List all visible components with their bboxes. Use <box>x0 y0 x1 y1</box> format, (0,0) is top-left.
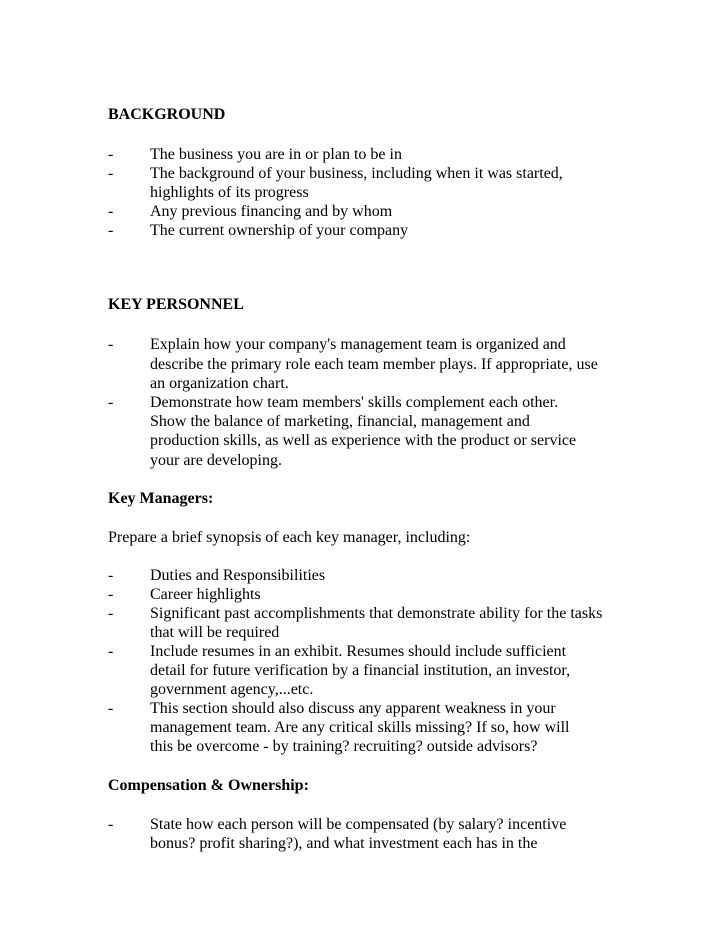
bullet-marker: - <box>108 567 114 584</box>
background-item-2-line-2: highlights of its progress <box>150 184 309 201</box>
bullet-marker: - <box>108 336 114 353</box>
key-managers-intro: Prepare a brief synopsis of each key manager, including: <box>108 529 471 546</box>
key-personnel-item-1-line-1: Explain how your company's management team is organized and <box>150 336 566 353</box>
bullet-marker: - <box>108 586 114 603</box>
key-personnel-item-1-line-2: describe the primary role each team member plays. If appropriate, use <box>150 356 598 373</box>
key-personnel-item-2-line-3: production skills, as well as experience with the product or service <box>150 432 577 449</box>
bullet-marker: - <box>108 394 114 411</box>
key-managers-item-3-line-2: that will be required <box>150 624 280 641</box>
bullet-marker: - <box>108 816 114 833</box>
section-heading-key-managers: Key Managers: <box>108 490 214 507</box>
bullet-marker: - <box>108 146 114 163</box>
bullet-marker: - <box>108 165 114 182</box>
background-item-4-line-1: The current ownership of your company <box>150 222 409 239</box>
key-managers-item-5-line-1: This section should also discuss any apparent weakness in your <box>150 700 556 717</box>
compensation-item-1-line-2: bonus? profit sharing?), and what investment each has in the <box>150 835 538 852</box>
key-personnel-item-2-line-1: Demonstrate how team members' skills complement each other. <box>150 394 559 411</box>
bullet-marker: - <box>108 700 114 717</box>
key-managers-item-4-line-2: detail for future verification by a financial institution, an investor, <box>150 662 571 679</box>
key-personnel-item-2-line-4: your are developing. <box>150 452 282 469</box>
background-item-2-line-1: The background of your business, including when it was started, <box>150 165 563 182</box>
section-heading-compensation: Compensation & Ownership: <box>108 777 309 794</box>
key-managers-item-2-line-1: Career highlights <box>150 586 261 603</box>
key-managers-item-3-line-1: Significant past accomplishments that demonstrate ability for the tasks <box>150 605 603 622</box>
key-managers-item-5-line-3: this be overcome - by training? recruiting? outside advisors? <box>150 738 538 755</box>
bullet-marker: - <box>108 643 114 660</box>
background-item-1-line-1: The business you are in or plan to be in <box>150 146 402 163</box>
key-personnel-item-2-line-2: Show the balance of marketing, financial, management and <box>150 413 530 430</box>
compensation-item-1-line-1: State how each person will be compensated (by salary? incentive <box>150 816 567 833</box>
section-heading-key-personnel: KEY PERSONNEL <box>108 296 244 313</box>
bullet-marker: - <box>108 203 114 220</box>
key-managers-item-1-line-1: Duties and Responsibilities <box>150 567 326 584</box>
background-item-3-line-1: Any previous financing and by whom <box>150 203 393 220</box>
key-personnel-item-1-line-3: an organization chart. <box>150 375 289 392</box>
bullet-marker: - <box>108 222 114 239</box>
bullet-marker: - <box>108 605 114 622</box>
key-managers-item-4-line-3: government agency,...etc. <box>150 681 314 698</box>
key-managers-item-4-line-1: Include resumes in an exhibit. Resumes should include sufficient <box>150 643 567 660</box>
key-managers-item-5-line-2: management team. Are any critical skills missing? If so, how will <box>150 719 570 736</box>
section-heading-background: BACKGROUND <box>108 106 226 123</box>
